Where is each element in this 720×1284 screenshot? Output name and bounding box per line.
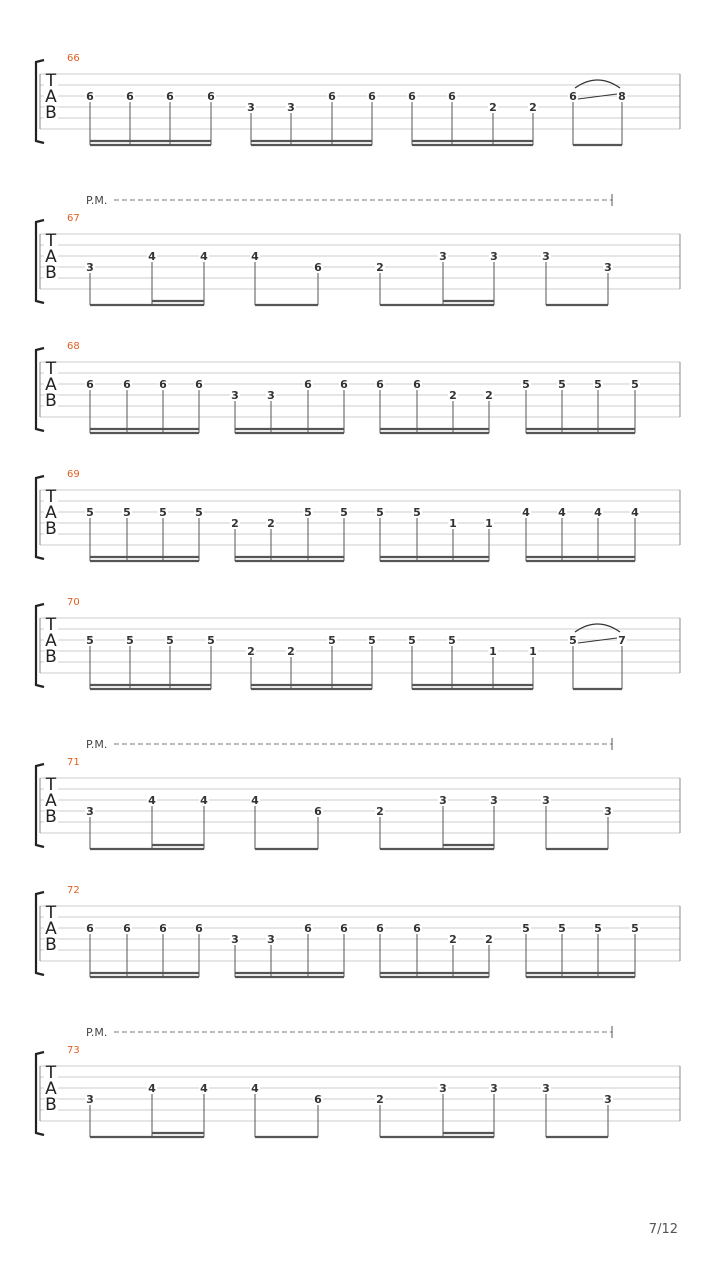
fret-number: 5 xyxy=(195,506,203,519)
fret-number: 2 xyxy=(376,261,384,274)
tab-clef-letter: A xyxy=(45,503,57,523)
fret-number: 3 xyxy=(86,261,94,274)
fret-number: 3 xyxy=(439,1082,447,1095)
fret-number: 6 xyxy=(123,378,131,391)
fret-number: 5 xyxy=(594,922,602,935)
fret-number: 4 xyxy=(148,1082,156,1095)
fret-number: 6 xyxy=(314,261,322,274)
fret-number: 5 xyxy=(631,922,639,935)
fret-number: 6 xyxy=(86,922,94,935)
fret-number: 6 xyxy=(314,1093,322,1106)
fret-number: 2 xyxy=(247,645,255,658)
fret-number: 3 xyxy=(542,794,550,807)
fret-number: 6 xyxy=(86,90,94,103)
fret-number: 6 xyxy=(413,378,421,391)
fret-number: 5 xyxy=(123,506,131,519)
measure-number: 67 xyxy=(67,213,80,224)
tab-clef-letter: B xyxy=(45,1095,57,1115)
fret-number: 5 xyxy=(413,506,421,519)
fret-number: 2 xyxy=(449,389,457,402)
fret-number: 2 xyxy=(287,645,295,658)
fret-number: 6 xyxy=(408,90,416,103)
tab-clef-letter: B xyxy=(45,103,57,123)
fret-number: 6 xyxy=(413,922,421,935)
fret-number: 2 xyxy=(376,805,384,818)
fret-number: 3 xyxy=(490,794,498,807)
fret-number: 6 xyxy=(376,922,384,935)
fret-number: 2 xyxy=(376,1093,384,1106)
fret-number: 4 xyxy=(148,794,156,807)
fret-number: 3 xyxy=(267,389,275,402)
fret-number: 3 xyxy=(247,101,255,114)
fret-number: 5 xyxy=(368,634,376,647)
fret-number: 5 xyxy=(86,634,94,647)
fret-number: 3 xyxy=(604,805,612,818)
fret-number: 4 xyxy=(631,506,639,519)
fret-number: 5 xyxy=(448,634,456,647)
tab-clef-letter: A xyxy=(45,247,57,267)
measure-number: 73 xyxy=(67,1045,80,1056)
tab-clef-letter: T xyxy=(45,71,57,91)
fret-number: 2 xyxy=(267,517,275,530)
tab-clef-letter: B xyxy=(45,935,57,955)
fret-number: 6 xyxy=(314,805,322,818)
fret-number: 5 xyxy=(304,506,312,519)
fret-number: 6 xyxy=(207,90,215,103)
fret-number: 6 xyxy=(123,922,131,935)
fret-number: 2 xyxy=(529,101,537,114)
fret-number: 4 xyxy=(148,250,156,263)
fret-number: 4 xyxy=(200,250,208,263)
fret-number: 5 xyxy=(207,634,215,647)
tab-clef-letter: T xyxy=(45,775,57,795)
tie-arc xyxy=(575,624,620,632)
fret-number: 3 xyxy=(439,250,447,263)
fret-number: 4 xyxy=(200,794,208,807)
palm-mute-label: P.M. xyxy=(86,194,108,207)
fret-number: 4 xyxy=(251,1082,259,1095)
fret-number: 8 xyxy=(618,90,626,103)
tab-clef-letter: A xyxy=(45,631,57,651)
fret-number: 6 xyxy=(304,922,312,935)
measure-number: 72 xyxy=(67,885,80,896)
fret-number: 5 xyxy=(126,634,134,647)
tab-clef-letter: T xyxy=(45,1063,57,1083)
fret-number: 6 xyxy=(195,378,203,391)
fret-number: 5 xyxy=(631,378,639,391)
fret-number: 3 xyxy=(490,250,498,263)
fret-number: 2 xyxy=(231,517,239,530)
fret-number: 3 xyxy=(86,805,94,818)
fret-number: 4 xyxy=(251,250,259,263)
fret-number: 6 xyxy=(126,90,134,103)
fret-number: 4 xyxy=(594,506,602,519)
tab-clef-letter: T xyxy=(45,903,57,923)
fret-number: 3 xyxy=(231,389,239,402)
fret-number: 5 xyxy=(376,506,384,519)
fret-number: 4 xyxy=(558,506,566,519)
fret-number: 5 xyxy=(522,922,530,935)
fret-number: 6 xyxy=(376,378,384,391)
page-number: 7/12 xyxy=(648,1222,678,1237)
fret-number: 6 xyxy=(448,90,456,103)
fret-number: 5 xyxy=(569,634,577,647)
fret-number: 4 xyxy=(251,794,259,807)
fret-number: 3 xyxy=(604,1093,612,1106)
fret-number: 6 xyxy=(368,90,376,103)
fret-number: 2 xyxy=(485,389,493,402)
fret-number: 6 xyxy=(569,90,577,103)
fret-number: 5 xyxy=(166,634,174,647)
fret-number: 3 xyxy=(490,1082,498,1095)
fret-number: 5 xyxy=(522,378,530,391)
tab-clef-letter: A xyxy=(45,87,57,107)
fret-number: 5 xyxy=(328,634,336,647)
fret-number: 1 xyxy=(485,517,493,530)
fret-number: 3 xyxy=(604,261,612,274)
fret-number: 6 xyxy=(304,378,312,391)
tab-clef-letter: T xyxy=(45,615,57,635)
measure-number: 66 xyxy=(67,53,80,64)
tab-clef-letter: A xyxy=(45,791,57,811)
tie-arc xyxy=(575,80,620,88)
fret-number: 2 xyxy=(489,101,497,114)
fret-number: 6 xyxy=(159,922,167,935)
fret-number: 5 xyxy=(594,378,602,391)
tab-clef-letter: B xyxy=(45,647,57,667)
fret-number: 3 xyxy=(542,1082,550,1095)
measure-number: 71 xyxy=(67,757,80,768)
fret-number: 1 xyxy=(529,645,537,658)
tab-clef-letter: B xyxy=(45,519,57,539)
measure-number: 69 xyxy=(67,469,80,480)
fret-number: 3 xyxy=(267,933,275,946)
palm-mute-label: P.M. xyxy=(86,738,108,751)
fret-number: 3 xyxy=(287,101,295,114)
tab-clef-letter: T xyxy=(45,359,57,379)
fret-number: 4 xyxy=(522,506,530,519)
fret-number: 1 xyxy=(449,517,457,530)
fret-number: 5 xyxy=(340,506,348,519)
fret-number: 7 xyxy=(618,634,626,647)
fret-number: 6 xyxy=(340,378,348,391)
fret-number: 6 xyxy=(340,922,348,935)
tab-clef-letter: A xyxy=(45,375,57,395)
fret-number: 5 xyxy=(159,506,167,519)
palm-mute-label: P.M. xyxy=(86,1026,108,1039)
tab-clef-letter: A xyxy=(45,919,57,939)
measure-number: 70 xyxy=(67,597,80,608)
fret-number: 1 xyxy=(489,645,497,658)
fret-number: 6 xyxy=(328,90,336,103)
fret-number: 6 xyxy=(195,922,203,935)
fret-number: 6 xyxy=(166,90,174,103)
tab-clef-letter: B xyxy=(45,807,57,827)
fret-number: 5 xyxy=(558,378,566,391)
fret-number: 6 xyxy=(86,378,94,391)
tab-clef-letter: B xyxy=(45,391,57,411)
fret-number: 3 xyxy=(439,794,447,807)
fret-number: 5 xyxy=(86,506,94,519)
fret-number: 5 xyxy=(408,634,416,647)
fret-number: 5 xyxy=(558,922,566,935)
fret-number: 2 xyxy=(485,933,493,946)
measure-number: 68 xyxy=(67,341,80,352)
tab-clef-letter: A xyxy=(45,1079,57,1099)
fret-number: 6 xyxy=(159,378,167,391)
tab-clef-letter: B xyxy=(45,263,57,283)
tab-clef-letter: T xyxy=(45,487,57,507)
fret-number: 3 xyxy=(542,250,550,263)
fret-number: 4 xyxy=(200,1082,208,1095)
fret-number: 2 xyxy=(449,933,457,946)
tab-clef-letter: T xyxy=(45,231,57,251)
fret-number: 3 xyxy=(86,1093,94,1106)
fret-number: 3 xyxy=(231,933,239,946)
